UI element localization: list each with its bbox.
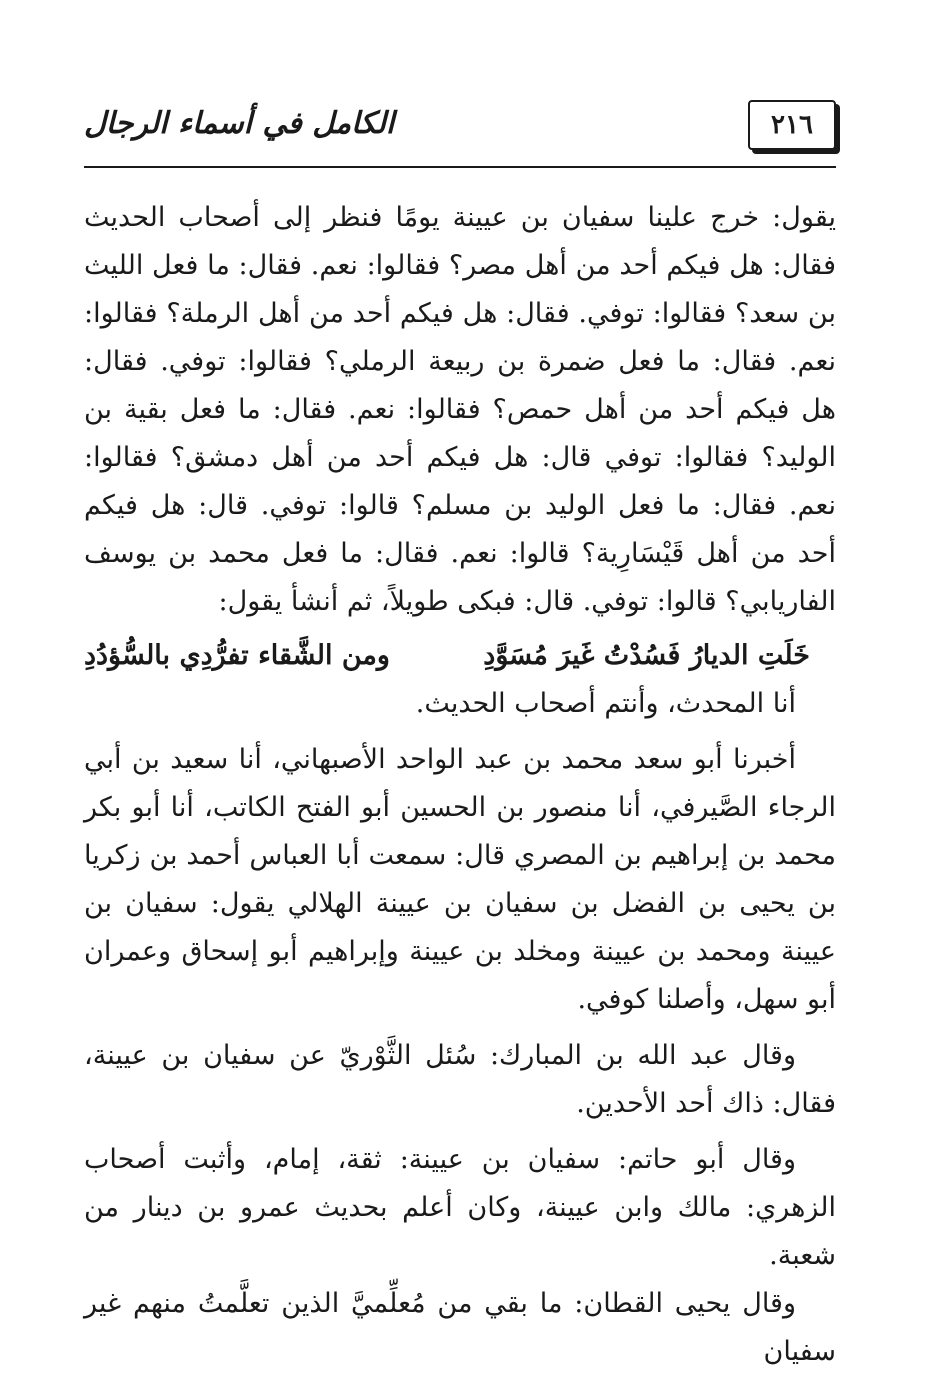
paragraph-3: وقال عبد الله بن المبارك: سُئل الثَّوْريّ عن سفيان بن عيينة، فقال: ذاك أحد الأحدين.	[84, 1040, 836, 1119]
paragraph-2: أخبرنا أبو سعد محمد بن عبد الواحد الأصبهاني، أنا سعيد بن أبي الرجاء الصَّيرفي، أنا منصور بن الحسين أبو الفتح الكاتب، أنا أبو بكر محمد بن إبراهيم بن المصري قال: سمعت أبا العباس أحمد بن زكريا بن يحيى بن الفضل بن سفيان بن عيينة الهلالي يقول: سفيان بن عيينة ومحمد بن عيينة ومخلد بن عيينة وإبراهيم أبو إسحاق وعمران أبو سهل، وأصلنا كوفي.	[84, 744, 836, 1015]
verse-left-hemistich: ومن الشَّقاء تفرُّدِي بالسُّؤدُدِ	[84, 640, 390, 671]
after-verse-line: أنا المحدث، وأنتم أصحاب الحديث.	[415, 688, 796, 719]
verse-right-hemistich: خَلَتِ الديارُ فَسُدْتُ غَيرَ مُسَوَّدِ	[483, 640, 810, 671]
page-number-box	[748, 100, 836, 150]
paragraph-4: وقال أبو حاتم: سفيان بن عيينة: ثقة، إمام، وأثبت أصحاب الزهري: مالك وابن عيينة، وكان أعلم بحديث عمرو بن دينار من شعبة.	[84, 1144, 836, 1271]
paragraph-1: يقول: خرج علينا سفيان بن عيينة يومًا فنظر إلى أصحاب الحديث فقال: هل فيكم أحد من أهل مصر؟ فقالوا: نعم. فقال: ما فعل الليث بن سعد؟ فقالوا: توفي. فقال: هل فيكم أحد من أهل الرملة؟ فقالوا: نعم. فقال: ما فعل ضمرة بن ربيعة الرملي؟ فقالوا: توفي. فقال: هل فيكم أحد من أهل حمص؟ فقالوا: نعم. فقال: ما فعل بقية بن الوليد؟ فقالوا: توفي قال: هل فيكم أحد من أهل دمشق؟ فقالوا: نعم. فقال: ما فعل الوليد بن مسلم؟ قالوا: توفي. قال: هل فيكم أحد من أهل قَيْسَارِية؟ قالوا: نعم. فقال: ما فعل محمد بن يوسف الفاريابي؟ قالوا: توفي. قال: فبكى طويلاً، ثم أنشأ يقول:	[84, 202, 836, 617]
book-title: الكامل في أسماء الرجال	[84, 106, 395, 141]
poetry-verse	[84, 626, 810, 680]
page-number: ٢١٦	[771, 110, 813, 140]
paragraph-5: وقال يحيى القطان: ما بقي من مُعلِّميَّ الذين تعلَّمتُ منهم غير سفيان	[84, 1288, 836, 1367]
header-rule	[84, 166, 836, 168]
page-body	[84, 194, 836, 1376]
page-header	[84, 100, 836, 160]
